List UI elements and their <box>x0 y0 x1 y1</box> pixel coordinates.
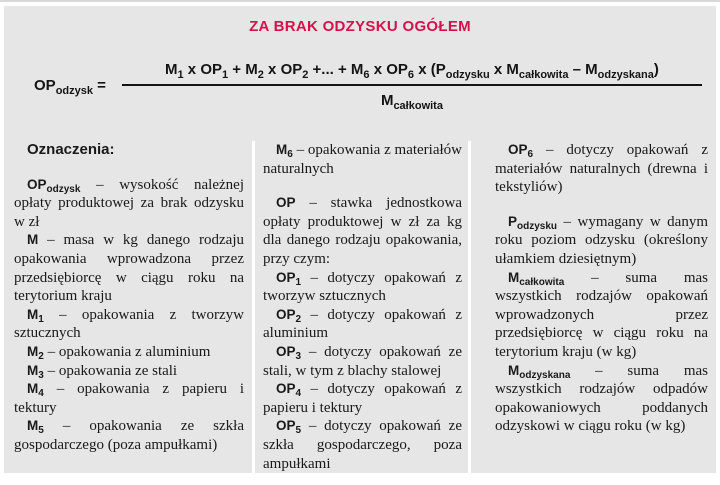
legend-entry: $M_{odzyskana}$ – suma mas wszystkich rodzajów odpadów opakowaniowych poddanych odzyskowi w ciągu roku (w kg) <box>495 362 708 435</box>
subscript: 1 <box>222 69 229 81</box>
legend-entry: $M_6$ – opakowania z materiałów naturalnych <box>263 142 462 177</box>
subscript: 2 <box>257 69 264 81</box>
symbol: $OP_{odzysk}$ <box>27 176 81 195</box>
subscript: 3 <box>38 369 44 381</box>
symbol: $M_4$ <box>27 381 44 400</box>
subscript: 6 <box>527 149 534 160</box>
subscript: całkowita <box>519 276 565 288</box>
legend-entry: $M_2$ – opakowania z aluminium <box>27 343 211 362</box>
subscript: 2 <box>38 350 44 362</box>
legend-column-1 <box>12 141 252 473</box>
symbol: M <box>27 232 39 248</box>
subscript: odzysk <box>46 183 81 195</box>
subscript: 1 <box>38 313 44 325</box>
symbol: $OP_2$ <box>276 306 302 325</box>
legend-entry: OP – stawka jednostkowa opłaty produktowej w zł za kg dla danego rodzaju opakowania, przy czym: <box>263 195 462 267</box>
formula-fraction <box>122 61 702 112</box>
subscript: 2 <box>295 313 302 325</box>
subscript: odzysk <box>55 84 93 97</box>
figure-title: ZA BRAK ODZYSKU OGÓŁEM <box>249 18 471 35</box>
symbol: $M_5$ <box>27 418 44 437</box>
legend-entry: M – masa w kg danego rodzaju opakowania wprowadzona przez przedsiębiorcę w ciągu roku na terytorium kraju <box>14 232 244 305</box>
top-rule <box>0 0 720 2</box>
symbol: $P_{odzysku}$ <box>508 213 558 232</box>
legend-entry: $M_5$ – opakowania ze szkła gospodarczego (poza ampułkami) <box>14 418 244 453</box>
legend-column-2 <box>252 141 468 473</box>
subscript: 5 <box>295 425 302 437</box>
legend-entry: $M_4$ – opakowania z papieru i tektury <box>14 381 244 416</box>
legend-entry: $M_3$ – opakowania ze stali <box>27 362 178 381</box>
subscript: odzysku <box>445 69 490 81</box>
legend-entry: $OP_2$ – dotyczy opakowań z aluminium <box>263 306 462 342</box>
symbol: $OP_5$ <box>276 418 302 437</box>
subscript: 2 <box>302 69 309 81</box>
symbol: $M_1$ <box>27 306 44 325</box>
subscript: odzyskana <box>519 369 571 381</box>
legend-entry: $OP_1$ – dotyczy opakowań z tworzyw sztucznych <box>263 269 462 305</box>
subscript: całkowita <box>393 100 443 112</box>
subscript: 6 <box>287 149 293 160</box>
infographic-panel <box>4 6 716 473</box>
legend-entry: $OP_3$ – dotyczy opakowań ze stali, w tym z blachy stalowej <box>263 343 462 379</box>
symbol: $M_2$ <box>27 343 44 362</box>
subscript: całkowita <box>518 69 569 81</box>
symbol: $M_3$ <box>27 362 44 381</box>
subscript: odzyskana <box>597 69 654 81</box>
formula-denominator: $M_{całkowita}$ <box>380 92 443 112</box>
legend-entry: $OP_4$ – dotyczy opakowań z papieru i tektury <box>263 381 462 416</box>
subscript: 1 <box>177 69 184 81</box>
formula-lhs: $OP_{odzysk}$ = <box>34 76 106 97</box>
symbol: $M_{odzyskana}$ <box>508 362 571 381</box>
subscript: 1 <box>295 276 302 288</box>
subscript: odzysku <box>517 220 558 232</box>
legend-entries-1 <box>14 176 244 455</box>
subscript: 6 <box>407 69 415 81</box>
symbol: $OP_4$ <box>276 381 302 400</box>
subscript: 4 <box>38 388 44 400</box>
symbol: OP <box>276 195 296 211</box>
symbol: $OP_3$ <box>276 343 302 362</box>
legend-entries-2 <box>263 141 462 473</box>
subscript: 4 <box>295 388 302 400</box>
symbol: $M_{całkowita}$ <box>508 269 565 288</box>
formula <box>12 49 708 121</box>
legend-entries-3 <box>495 141 708 436</box>
symbol: $OP_6$ <box>508 142 534 160</box>
legend-entry: $M_1$ – opakowania z tworzyw sztucznych <box>14 306 244 342</box>
formula-numerator: $M_1$ x $OP_1 + M_2$ x $OP_2$ +... + $M_6$ x $OP_6$ x ($P_{odzysku}$ x $M_{całkowita} - M_{odzyskana}$) <box>165 61 659 81</box>
legend-column-3 <box>468 141 708 473</box>
symbol: $OP_1$ <box>276 269 302 288</box>
subscript: 5 <box>38 425 44 437</box>
legend-heading: Oznaczenia: <box>27 141 115 158</box>
subscript: 3 <box>295 350 302 362</box>
symbol: $M_6$ <box>276 142 293 160</box>
legend-entry: $M_{całkowita}$ – suma mas wszystkich rodzajów opakowań wprowadzonych przez przedsiębiorcę w ciągu roku na terytorium kraju (w kg) <box>495 269 708 360</box>
legend-entry: $OP_{odzysk}$ – wysokość należnej opłaty produktowej za brak odzysku w zł <box>14 176 244 230</box>
legend-entry: $OP_6$ – dotyczy opakowań z materiałów naturalnych (drewna i tekstyliów) <box>495 142 708 196</box>
legend-entry: $OP_5$ – dotyczy opakowań ze szkła gospodarczego, poza ampułkami <box>263 418 462 472</box>
legend-entry: $P_{odzysku}$ – wymagany w danym roku poziom odzysku (określony ułamkiem dziesiętnym) <box>495 213 708 267</box>
subscript: 6 <box>363 69 370 81</box>
legend <box>12 141 708 473</box>
